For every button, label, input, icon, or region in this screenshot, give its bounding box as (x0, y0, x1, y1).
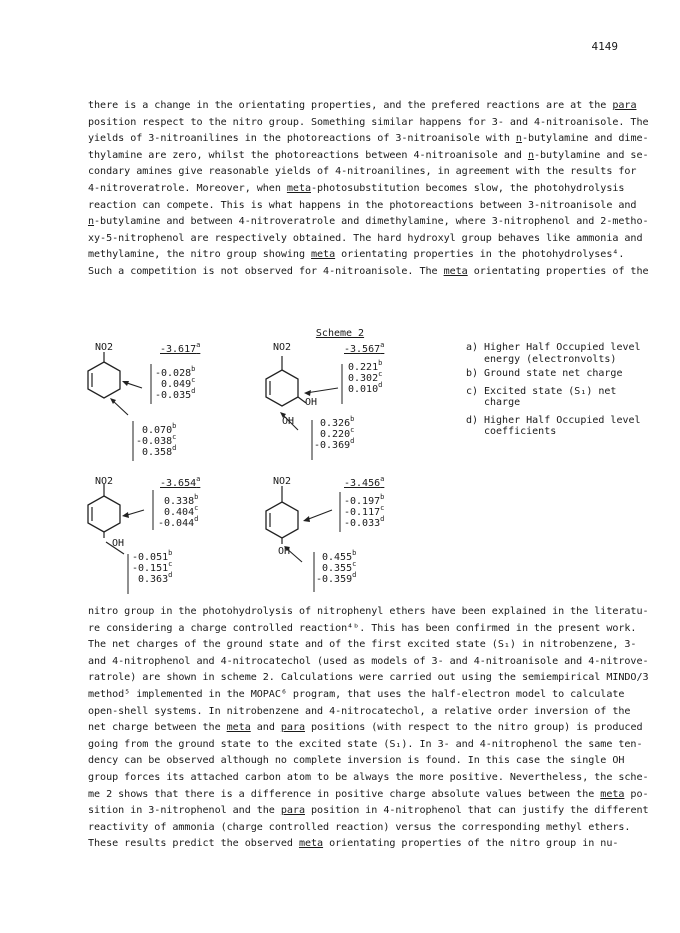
text-line: Such a competition is not observed for 4-nitroanisole. The meta orientating properties of the (88, 265, 649, 277)
legend-item-a: a) Higher Half Occupied level energy (electronvolts) (466, 342, 641, 365)
legend-item-c: c) Excited state (S₁) net charge (466, 385, 617, 408)
text-line: method⁵ implemented in the MOPAC⁶ program, that uses the half-electron model to calculate (88, 688, 625, 700)
text-line: The net charges of the ground state and of the first excited state (S₁) in nitrobenzene, 3- (88, 639, 637, 651)
text-line: net charge between the meta and para positions (with respect to the nitro group) is produced (88, 722, 643, 734)
oh-label-2b: OH (282, 416, 295, 427)
homo-energy-1: -3.617$^a$ (160, 341, 201, 355)
text-line: re considering a charge controlled reaction⁴ᵇ. This has been confirmed in the present work. (88, 622, 637, 634)
text-line: reactivity of ammonia (charge controlled reaction) versus the corresponding methyl ethers. (88, 821, 631, 833)
legend-item-b: b) Ground state net charge (466, 368, 623, 379)
oh-label-2a: OH (305, 397, 318, 408)
benzene-ring-3 (84, 494, 124, 534)
text-line: ratrole) are shown in scheme 2. Calculations were carried out using the semiempirical MINDO/3 (88, 672, 649, 684)
text-line: methylamine, the nitro group showing meta orientating properties in the photohydrolyses⁴. (88, 249, 625, 261)
meta-values-3: 0.338$^b$ 0.404$^c$ -0.044$^d$ (158, 493, 199, 529)
text-line: going from the ground state to the excited state (S₁). In 3- and 4-nitrophenol the same ten- (88, 738, 643, 750)
para-values-1: 0.070$^b$ -0.038$^c$ 0.358$^d$ (136, 422, 177, 458)
text-line: there is a change in the orientating properties, and the prefered reactions are at the para (88, 100, 637, 111)
meta-values-2: 0.221$^b$ 0.302$^c$ 0.010$^d$ (348, 359, 383, 395)
no2-label-3: NO2 (95, 476, 114, 487)
benzene-ring-2 (262, 368, 302, 408)
para-values-3: -0.051$^b$ -0.151$^c$ 0.363$^d$ (132, 549, 173, 585)
oh-label-4: OH (278, 546, 291, 557)
meta-values-1: -0.028$^b$ 0.049$^c$ -0.035$^d$ (155, 365, 196, 401)
scheme-legend (466, 342, 641, 438)
scheme-title: Scheme 2 (315, 328, 365, 339)
meta-values-4: -0.197$^b$ -0.117$^c$ -0.033$^d$ (344, 493, 385, 529)
no2-label-4: NO2 (273, 476, 292, 487)
para-values-4: 0.455$^b$ 0.355$^c$ -0.359$^d$ (316, 549, 357, 585)
text-line: These results predict the observed meta orientating properties of the nitro group in nu- (88, 838, 619, 850)
text-line: condary amines give reasonable yields of 4-nitroanilines, in agreement with the results for (88, 166, 637, 178)
text-line: n-butylamine and between 4-nitroveratrole and dimethylamine, where 3-nitrophenol and 2-metho- (88, 216, 649, 228)
text-line: xy-5-nitrophenol are respectively obtained. The hard hydroxyl group behaves like ammonia and (88, 232, 643, 244)
text-line: group forces its attached carbon atom to be always the more positive. Nevertheless, the sche- (88, 771, 649, 783)
paragraph-top (88, 98, 649, 281)
no2-label-2: NO2 (273, 342, 292, 353)
paragraph-bottom (88, 604, 649, 853)
text-line: position respect to the nitro group. Something similar happens for 3- and 4-nitroanisole. The (88, 116, 649, 128)
text-line: reaction can compete. This is what happens in the photoreactions between 3-nitroanisole and (88, 199, 637, 211)
text-line: open-shell systems. In nitrobenzene and 4-nitrocatechol, a relative order inversion of the (88, 705, 631, 717)
text-line: nitro group in the photohydrolysis of nitrophenyl ethers have been explained in the literatu- (88, 606, 649, 617)
benzene-ring-4 (262, 500, 302, 540)
text-line: and 4-nitrophenol and 4-nitrocatechol (used as models of 3- and 4-nitroanisole and 4-nitrove- (88, 655, 649, 667)
text-line: me 2 shows that there is a difference in positive charge absolute values between the meta po- (88, 788, 649, 800)
page-number: 4149 (591, 40, 618, 53)
no2-label-1: NO2 (95, 342, 114, 353)
text-line: dency can be observed although no complete inversion is found. In this case the single OH (88, 755, 625, 767)
para-values-2: 0.326$^b$ 0.220$^c$ -0.369$^d$ (314, 415, 355, 451)
text-line: 4-nitroveratrole. Moreover, when meta-photosubstitution becomes slow, the photohydrolysis (88, 182, 625, 194)
text-line: yields of 3-nitroanilines in the photoreactions of 3-nitroanisole with n-butylamine and dime- (88, 133, 649, 145)
text-line: thylamine are zero, whilst the photoreactions between 4-nitroanisole and n-butylamine and se- (88, 149, 649, 161)
homo-energy-4: -3.456$^a$ (344, 475, 385, 489)
homo-energy-3: -3.654$^a$ (160, 475, 201, 489)
benzene-ring-1 (84, 360, 124, 400)
legend-item-d: d) Higher Half Occupied level coefficients (466, 414, 641, 437)
oh-label-3: OH (112, 538, 125, 549)
text-line: sition in 3-nitrophenol and the para position in 4-nitrophenol that can justify the different (88, 805, 649, 817)
homo-energy-2: -3.567$^a$ (344, 341, 385, 355)
